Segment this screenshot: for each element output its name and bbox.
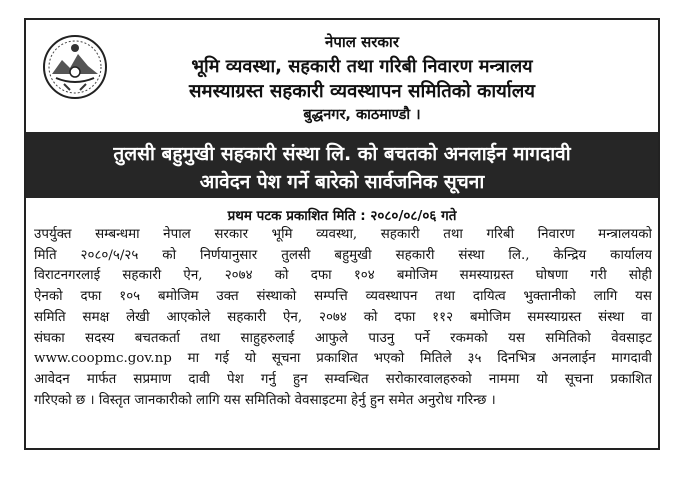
notice-line: विराटनगरलाई सहकारी ऐन, २०७४ को दफा १०४ बमोजिम समस्याग्रस्त घोषणा गरी सोही: [34, 268, 652, 284]
government-name: नेपाल सरकार: [325, 33, 399, 51]
notice-frame: [24, 18, 660, 450]
notice-line: उपर्युक्त सम्बन्धमा नेपाल सरकार भूमि व्यवस्था, सहकारी तथा गरिबी निवारण मन्त्रालयको: [34, 227, 652, 242]
notice-line: समिति समक्ष लेखी आएकोले सहकारी ऐन, २०७४ को दफा ११२ बमोजिम समस्याग्रस्त संस्था वा: [34, 309, 652, 325]
office-address: बुद्धनगर, काठमाण्डौ ।: [303, 107, 421, 123]
notice-line: गरिएको छ । विस्तृत जानकारीको लागि यस समितिको वेवसाइटमा हेर्नु हुन समेत अनुरोध गरिन्छ ।: [34, 392, 496, 408]
publication-date: प्रथम पटक प्रकाशित मिति : २०८०/०८/०६ गते: [227, 208, 457, 224]
notice-title-line-1: तुलसी बहुमुखी सहकारी संस्था लि. को बचतको अनलाईन मागदावी: [113, 143, 571, 165]
notice-line: www.coopmc.gov.np मा गई यो सूचना प्रकाशित भएको मितिले ३५ दिनभित्र अनलाईन मागदावी: [34, 351, 652, 367]
notice-title-line-2: आवेदन पेश गर्ने बारेको सार्वजनिक सूचना: [199, 171, 485, 193]
notice-header: [26, 20, 658, 130]
notice-line: ऐनको दफा १०५ बमोजिम उक्त संस्थाको सम्पत्ति व्यवस्थापन तथा दायित्व भुक्तानीको लागि यस: [34, 289, 652, 305]
notice-line: संघका सदस्य बचतकर्ता तथा साहुहरुलाई आफुले पाउनु पर्ने रकमको यस समितिको वेवसाइट: [34, 330, 652, 346]
notice-title-banner: [26, 132, 658, 198]
notice-line: मिति २०८०/५/२५ को निर्णयानुसार तुलसी बहुमुखी सहकारी संस्था लि., केन्द्रिय कार्यालय: [34, 247, 652, 263]
notice-body: [34, 225, 652, 411]
office-name: समस्याग्रस्त सहकारी व्यवस्थापन समितिको कार्यालय: [189, 81, 535, 102]
notice-line: आवेदन मार्फत सप्रमाण दावी पेश गर्नु हुन सम्वन्धित सरोकारवालहरुको नाममा यो सूचना प्रकाशित: [34, 371, 652, 387]
ministry-name: भूमि व्यवस्था, सहकारी तथा गरिबी निवारण मन्त्रालय: [191, 56, 533, 77]
